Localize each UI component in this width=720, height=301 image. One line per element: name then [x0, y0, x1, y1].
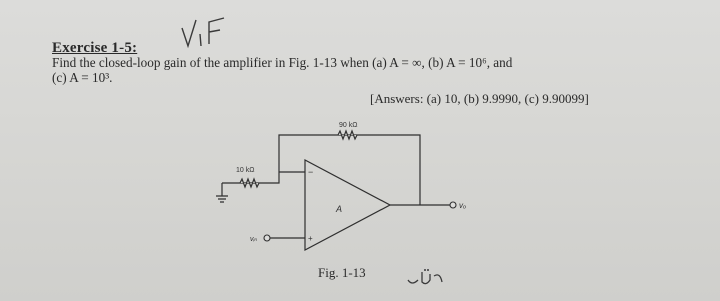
input-resistor-symbol	[240, 179, 259, 187]
handwritten-stamp-mark	[404, 266, 446, 290]
input-resistor-label: 10 kΩ	[236, 167, 255, 174]
inverting-sign: −	[308, 167, 314, 177]
output-terminal	[450, 202, 456, 208]
opamp-triangle	[305, 160, 390, 250]
feedback-wire	[279, 135, 420, 205]
exercise-title: Exercise 1-5:	[52, 40, 138, 56]
feedback-resistor-label: 90 kΩ	[339, 122, 358, 129]
problem-line-2: (c) A = 10³.	[52, 70, 113, 85]
output-voltage-label: vₒ	[459, 201, 467, 210]
answers-text: [Answers: (a) 10, (b) 9.9990, (c) 9.90099]	[370, 91, 589, 106]
input-terminal	[264, 235, 270, 241]
input-voltage-label: vᵢₙ	[250, 236, 258, 243]
problem-line-1: Find the closed-loop gain of the amplifier in Fig. 1-13 when (a) A = ∞, (b) A = 10⁶, and	[52, 55, 513, 70]
gain-symbol-label: A	[336, 204, 343, 214]
noninverting-sign: +	[308, 234, 313, 243]
feedback-resistor-symbol	[338, 131, 357, 139]
figure-caption: Fig. 1-13	[318, 265, 366, 280]
ground-symbol	[216, 183, 228, 202]
